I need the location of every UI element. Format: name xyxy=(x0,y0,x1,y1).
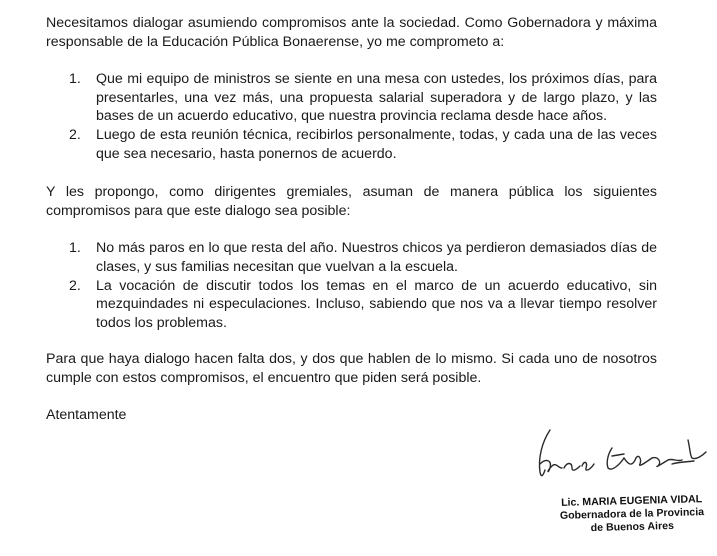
list-item xyxy=(46,239,657,276)
signature-block xyxy=(552,493,713,536)
list-item xyxy=(46,70,657,126)
list-number: 2. xyxy=(69,126,81,143)
intro-paragraph: Necesitamos dialogar asumiendo compromisos ante la sociedad. Como Gobernadora y máxima responsable de la Educación Pública Bonaerense, yo me comprometo a: xyxy=(46,15,657,50)
handwritten-signature xyxy=(512,428,712,496)
signer-name: Lic. MARIA EUGENIA VIDAL xyxy=(560,493,703,509)
list-item xyxy=(46,277,657,333)
closing-line: Atentamente xyxy=(46,406,127,423)
list-item xyxy=(46,126,657,163)
letter-body xyxy=(46,14,657,424)
list-text: Luego de esta reunión técnica, recibirlos personalmente, todas, y cada una de las veces que sea necesario, hasta ponernos de acuerdo. xyxy=(96,126,657,162)
list-number: 1. xyxy=(69,240,81,257)
list-text: No más paros en lo que resta del año. Nuestros chicos ya perdieron demasiados días de clases, y sus familias necesitan que vuelvan a la escuela. xyxy=(96,240,657,275)
list-text: Que mi equipo de ministros se siente en una mesa con ustedes, los próximos días, para presentarles, una vez más, una propuesta salarial superadora y de largo plazo, y las bases de un acuerdo educativo, que nuestra provincia reclama desde hace años. xyxy=(96,71,657,125)
list-number: 2. xyxy=(69,277,81,294)
list-number: 1. xyxy=(69,71,81,88)
signer-title: Gobernadora de la Provincia xyxy=(559,506,705,522)
conclusion-paragraph: Para que haya dialogo hacen falta dos, y dos que hablen de lo mismo. Si cada uno de nosotros cumple con estos compromisos, el encuentro que piden será posible. xyxy=(46,351,657,386)
commitments-list xyxy=(46,70,657,163)
signer-province: de Buenos Aires xyxy=(590,519,675,535)
proposals-list xyxy=(46,239,657,332)
proposal-intro-paragraph: Y les propongo, como dirigentes gremiales, asuman de manera pública los siguientes compromisos para que este dialogo sea posible: xyxy=(46,184,657,219)
list-text: La vocación de discutir todos los temas en el marco de un acuerdo educativo, sin mezquindades ni especulaciones. Incluso, sabiendo que nos va a llevar tiempo resolver todos los problemas. xyxy=(96,277,657,331)
